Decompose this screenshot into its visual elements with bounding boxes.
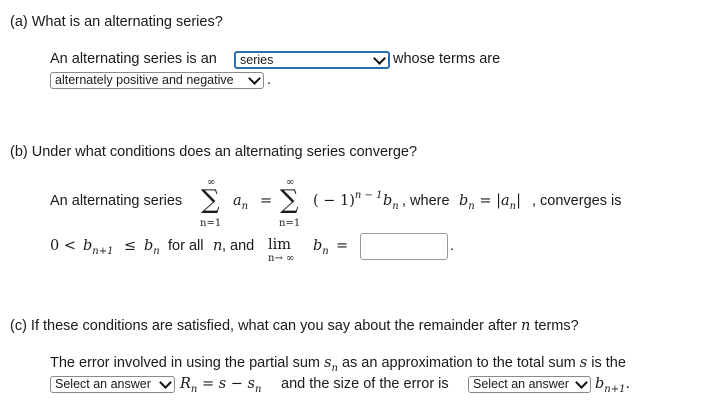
sigma-icon: ∑ <box>280 185 299 215</box>
error-term-select-value: Select an answer <box>55 377 151 391</box>
question-b: (b) Under what conditions does an alternating series converge? <box>10 144 418 160</box>
equals-sign: = <box>260 193 273 209</box>
for-all-text: for all <box>168 238 204 254</box>
b-n-term: $b_n$ <box>383 193 399 212</box>
sigma-icon: ∑ <box>201 185 220 215</box>
b-n-cond: $b_n$ <box>144 238 160 257</box>
series-type-select-value: series <box>240 52 274 67</box>
chevron-down-icon <box>248 72 261 85</box>
remainder-expression: $R_n = s - s_n$ <box>180 376 262 395</box>
lim-operator: lim <box>268 237 292 253</box>
terms-sign-select[interactable] <box>50 72 264 89</box>
neg-one-power: ( − 1)$^{n - 1}$ <box>313 190 383 209</box>
b-n-plus-1-final: $b_{n+1}$. <box>595 376 631 395</box>
error-term-select[interactable] <box>50 376 175 393</box>
cond-zero: 0 < <box>50 238 76 254</box>
error-size-select-value: Select an answer <box>473 377 569 391</box>
period: . <box>450 238 455 254</box>
chevron-down-icon <box>159 376 172 389</box>
sum2-lower: n=1 <box>279 218 301 229</box>
where-text: , where <box>402 193 450 209</box>
lim-subscript: n→ ∞ <box>268 253 295 264</box>
sum1-lower: n=1 <box>200 218 222 229</box>
leq-sign: ≤ <box>124 238 137 254</box>
error-size-select[interactable] <box>468 376 591 393</box>
alt-series-intro: An alternating series is an <box>50 51 217 67</box>
chevron-down-icon <box>575 376 588 389</box>
abs-definition: $b_n = |a_n|$ <box>459 193 521 212</box>
question-c: (c) If these conditions are satisfied, what can you say about the remainder after n terms? <box>10 318 579 334</box>
alt-series-lead: An alternating series <box>50 193 183 209</box>
error-size-text: and the size of the error is <box>281 376 449 392</box>
lim-equals: = <box>336 238 349 254</box>
question-a: (a) What is an alternating series? <box>10 14 223 30</box>
sum1-upper: ∞ <box>207 177 216 188</box>
series-type-select[interactable] <box>234 51 390 69</box>
period: . <box>267 72 272 88</box>
sum2-upper: ∞ <box>286 177 295 188</box>
n-var: n <box>213 238 223 254</box>
limit-answer-input[interactable] <box>360 233 448 260</box>
chevron-down-icon <box>373 52 386 65</box>
error-explanation: The error involved in using the partial sum $s_n$ as an approximation to the total sum s is the <box>50 355 626 374</box>
converges-text: , converges is <box>532 193 622 209</box>
terms-are-text: whose terms are <box>393 51 501 67</box>
terms-sign-select-value: alternately positive and negative <box>55 73 234 87</box>
and-text: , and <box>222 238 255 254</box>
b-n-plus-1: $b_{n+1}$ <box>83 238 114 257</box>
lim-b-n: $b_n$ <box>313 238 329 257</box>
a-n-term: $a_n$ <box>233 193 249 212</box>
